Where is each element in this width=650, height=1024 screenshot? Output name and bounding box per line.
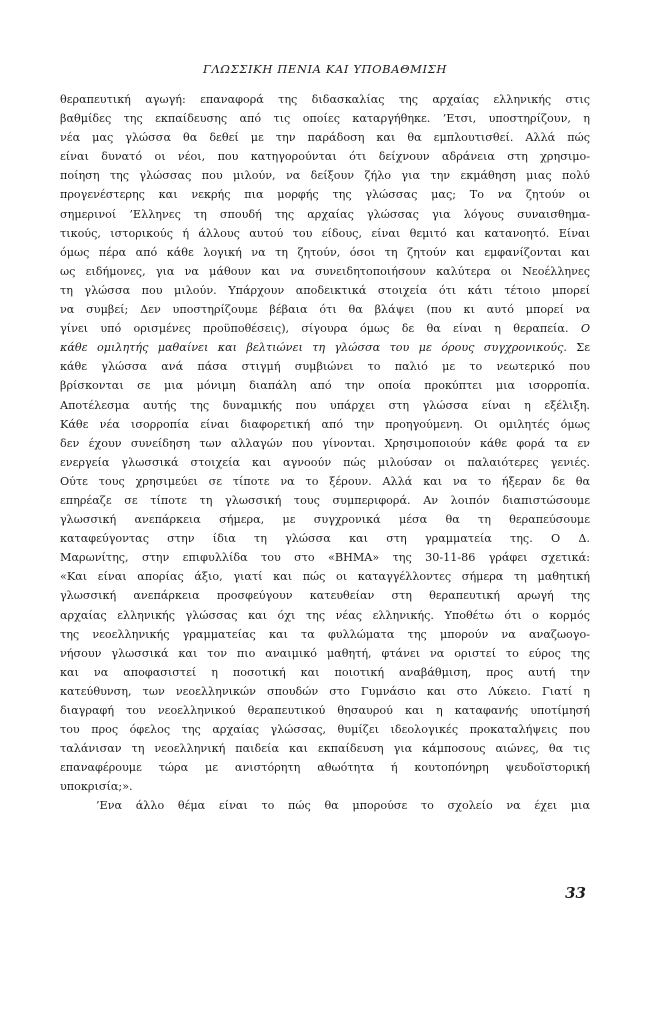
text-segment: γίνει υπό ορισμένες προϋποθέσεις), σίγουρα όμως δε θα είναι η θεραπεία. (60, 322, 569, 336)
text-line: διαγραφή του νεοελληνικού θεραπευτικού θησαυρού και η καταφανής υποτίμησή (60, 704, 590, 717)
text-line: είναι δυνατό οι νέοι, που κατηγορούνται ότι δείχνουν αδράνεια στη χρησιμο- (60, 150, 590, 164)
text-line: βρίσκονται σε μια μόνιμη διαπάλη από την οποία προκύπτει μια ισορροπία. (60, 379, 590, 393)
text-line: δεν έχουν συνείδηση των αλλαγών που γίνονται. Χρησιμοποιούν κάθε φορά τα εν (60, 436, 590, 450)
text-line: νέα μας γλώσσα θα δεθεί με την παράδοση και θα εμπλουτισθεί. Αλλά πώς (60, 131, 590, 145)
text-line: θεραπευτική αγωγή: επαναφορά της διδασκαλίας της αρχαίας ελληνικής στις (60, 93, 590, 106)
body-text (60, 90, 590, 816)
text-line: γλωσσική ανεπάρκεια σήμερα, με συγχρονικά μέσα θα τη θεραπεύσουμε (60, 513, 590, 527)
text-line: ενεργεία γλωσσικά στοιχεία και αγνοούν πώς μιλούσαν οι παλαιότερες γενιές. (60, 455, 590, 469)
text-line: της νεοελληνικής γραμματείας και τα φυλλώματα της μπορούν να αναζωογο- (60, 627, 590, 641)
italic-text: κάθε ομιλητής μαθαίνει και βελτιώνει τη γλώσσα του με όρους συγχρονικούς. (60, 341, 567, 355)
text-line: υποκρισία;». (60, 780, 133, 794)
text-line: ως ειδήμονες, για να μάθουν και να συνειδητοποιήσουν καλύτερα οι Νεοέλληνες (60, 264, 590, 278)
text-line: προγενέστερης και νεκρής πια μορφής της γλώσσας μας; Το να ζητούν οι (60, 188, 590, 202)
text-line: τη γλώσσα που μιλούν. Υπάρχουν αποδεικτικά στοιχεία ότι κάτι τέτοιο μπορεί (60, 283, 590, 297)
text-line: και να αποφασιστεί η ποσοτική και ποιοτική αναβάθμιση, προς αυτή την (60, 665, 590, 679)
text-line-mixed (60, 319, 590, 338)
text-line: κατεύθυνση, των νεοελληνικών σπουδών στο Γυμνάσιο και στο Λύκειο. Γιατί η (60, 684, 590, 698)
text-line: Κάθε νέα ισορροπία είναι διαφορετική από την προηγούμενη. Οι ομιλητές όμως (60, 417, 590, 431)
text-line: Ούτε τους χρησιμεύει σε τίποτε να το ξέρουν. Αλλά και να το ήξεραν δε θα (60, 474, 590, 488)
text-line: όμως πέρα από κάθε λογική να τη ζητούν, όσοι τη ζητούν και εμφανίζονται και (60, 245, 590, 259)
text-line: κάθε γλώσσα ανά πάσα στιγμή συμβιώνει το παλιό με το νεωτερικό που (60, 360, 590, 374)
text-line: γλωσσική ανεπάρκεια προσφεύγουν κατευθείαν στη θεραπευτική αρωγή της (60, 589, 590, 603)
text-line: βαθμίδες της εκπαίδευσης από τις οποίες καταργήθηκε. ’Ετσι, υποστηρίζουν, η (60, 112, 590, 126)
text-line: νήσουν γλωσσικά και τον πιο αναιμικό μαθητή, φτάνει να οριστεί το εύρος της (60, 646, 590, 660)
text-line: Μαρωνίτης, στην επιφυλλίδα του στο «ΒΗΜΑ» της 30-11-86 γράφει σχετικά: (60, 551, 590, 565)
running-header: ΓΛΩΣΣΙΚΗ ΠΕΝΙΑ ΚΑΙ ΥΠΟΒΑΘΜΙΣΗ (202, 62, 448, 76)
page-number: 33 (565, 884, 586, 902)
text-line-mixed (60, 338, 590, 357)
text-line: του προς όφελος της αρχαίας γλώσσας, θυμίζει ιδεολογικές προκαταλήψεις που (60, 723, 590, 737)
text-line: καταφεύγοντας στην ίδια τη γλώσσα και στη γραμματεία της. Ο Δ. (60, 532, 590, 546)
italic-text: Ο (580, 322, 590, 336)
text-line: επηρέαζε σε τίποτε τη γλωσσική τους συμπεριφορά. Αν λοιπόν διαπιστώσουμε (60, 493, 590, 507)
text-segment: Σε (576, 341, 590, 355)
text-line: ποίηση της γλώσσας που μιλούν, να δείξουν ζήλο για την εκμάθηση μιας πολύ (60, 169, 590, 183)
text-line: σημερινοί ’Ελληνες τη σπουδή της αρχαίας γλώσσας για λόγους συναισθημα- (60, 207, 590, 221)
text-line: Αποτέλεσμα αυτής της δυναμικής που υπάρχει στη γλώσσα είναι η εξέλιξη. (60, 398, 590, 412)
text-line: ταλάνισαν τη νεοελληνική παιδεία και εκπαίδευση για κάμποσους αιώνες, θα τις (60, 742, 590, 756)
text-line: να συμβεί; Δεν υποστηρίζουμε βέβαια ότι θα βλάψει (που κι αυτό μπορεί να (60, 303, 590, 317)
text-line: τικούς, ιστορικούς ή άλλους αυτού του είδους, είναι θεμιτό και κατανοητό. Είναι (60, 226, 590, 240)
text-line: «Και είναι απορίας άξιο, γιατί και πώς οι καταγγέλλοντες σήμερα τη μαθητική (60, 570, 590, 584)
text-line: αρχαίας ελληνικής γλώσσας και όχι της νέας ελληνικής. Υποθέτω ότι ο κορμός (60, 608, 590, 622)
text-line: επαναφέρουμε τώρα με ανιστόρητη αθωότητα ή κουτοπόνηρη ψευδοϊστορική (60, 761, 590, 775)
paragraph-first-line: ’Ενα άλλο θέμα είναι το πώς θα μπορούσε το σχολείο να έχει μια (96, 799, 590, 813)
